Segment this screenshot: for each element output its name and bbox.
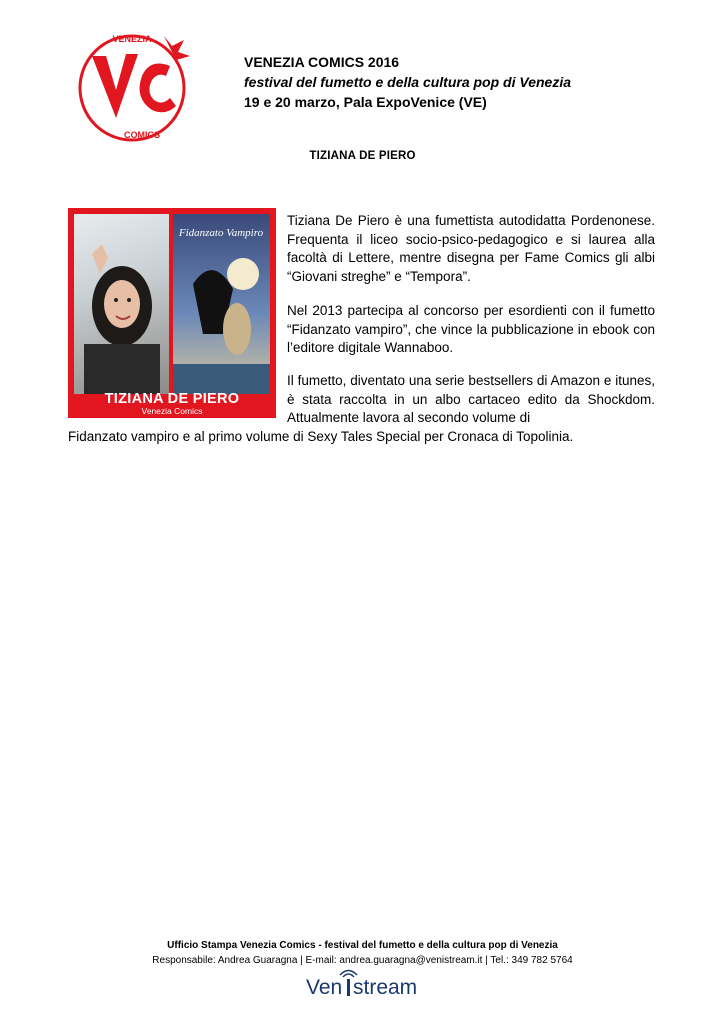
header-subtitle: festival del fumetto e della cultura pop di Venezia — [244, 74, 571, 90]
header — [244, 52, 571, 112]
header-title: VENEZIA COMICS 2016 — [244, 54, 400, 70]
card-artist-name: TIZIANA DE PIERO — [104, 391, 240, 407]
logo-ring-bottom: COMICS — [124, 130, 160, 140]
bio-paragraph-1: Tiziana De Piero è una fumettista autodidatta Pordenonese. Frequenta il liceo socio-psico-pedagogico e si laurea alla facoltà di Lettere, mentre disegna per Fame Comics gli albi “Giovani streghe” e “Tempora”. — [287, 213, 655, 284]
card-subtitle: Venezia Comics — [141, 406, 203, 416]
bio-paragraph-3-continued: Fidanzato vampiro e al primo volume di Sexy Tales Special per Cronaca di Topolinia. — [68, 429, 574, 444]
artist-card-image — [68, 208, 276, 418]
artist-name-title: TIZIANA DE PIERO — [309, 150, 416, 162]
bio-paragraph-3: Il fumetto, diventato una serie bestsellers di Amazon e itunes, è stata raccolta in un albo cartaceo edito da Shockdom. Attualmente lavora al secondo volume di — [287, 373, 655, 425]
venistream-left: Ven — [306, 976, 343, 999]
logo-ring-top: VENEZIA — [112, 34, 152, 44]
header-dates: 19 e 20 marzo, Pala ExpoVenice (VE) — [244, 94, 487, 110]
venistream-logo — [300, 967, 425, 1001]
bio-paragraph-2: Nel 2013 partecipa al concorso per esordienti con il fumetto “Fidanzato vampiro”, che vince la pubblicazione in ebook con l’editore digitale Wannaboo. — [287, 303, 655, 355]
venistream-right: stream — [353, 976, 418, 999]
footer-contact: Responsabile: Andrea Guaragna | E-mail: andrea.guaragna@venistream.it | Tel.: 349 782 5764 — [152, 955, 573, 966]
comic-cover — [173, 214, 270, 394]
artist-photo — [74, 214, 169, 394]
venezia-comics-logo — [72, 26, 196, 144]
comic-cover-title: Fidanzato Vampiro — [178, 227, 264, 239]
footer-office: Ufficio Stampa Venezia Comics - festival del fumetto e della cultura pop di Venezia — [167, 940, 558, 951]
